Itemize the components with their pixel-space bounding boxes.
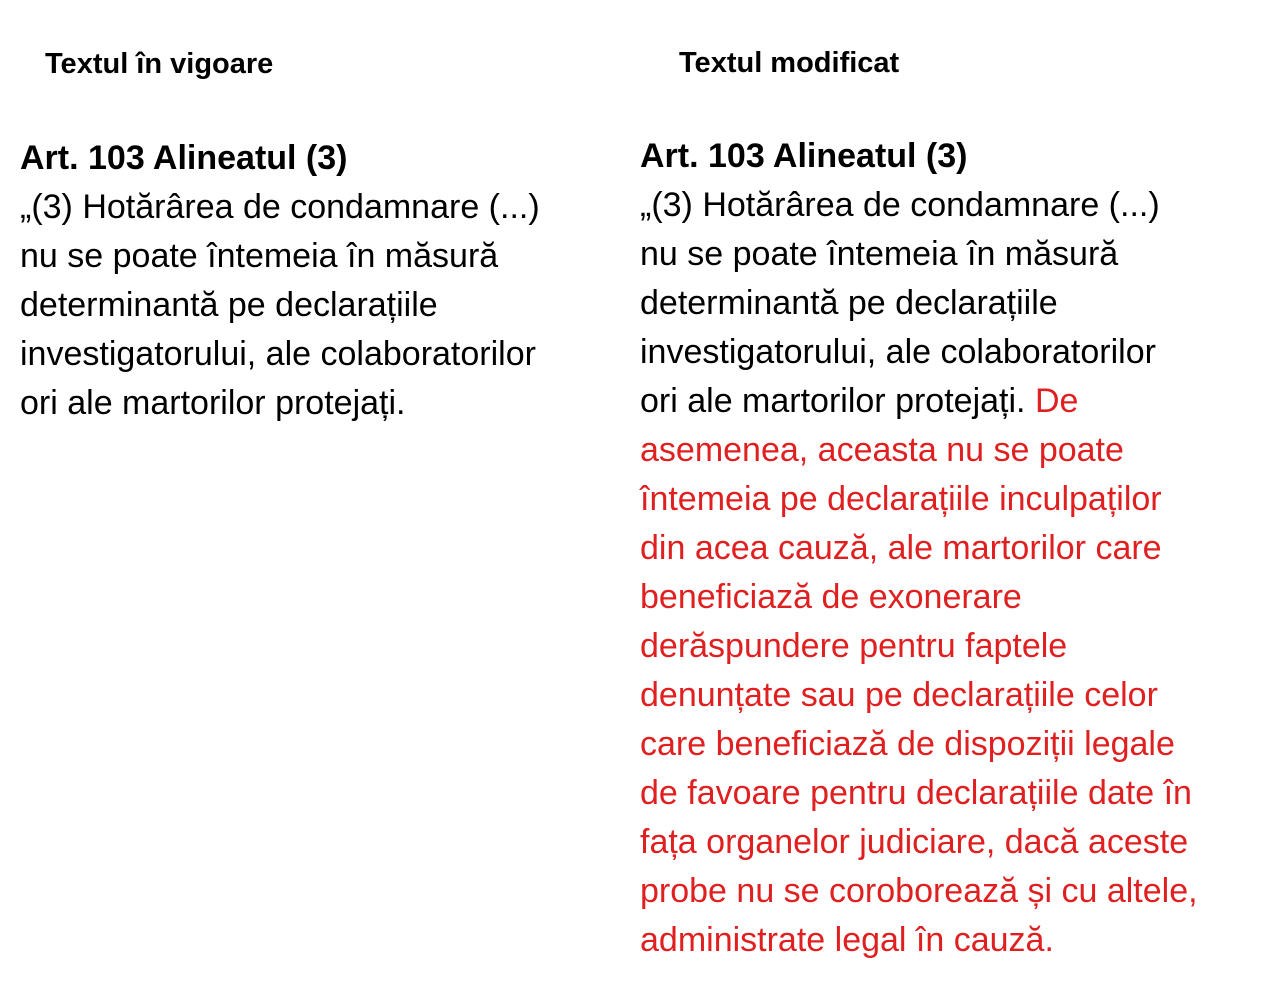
added-text-line: fața organelor judiciare, dacă aceste [640,823,1189,861]
current-text-line: investigatorului, ale colaboratorilor [20,335,536,373]
modified-article-body [640,181,1252,965]
added-text-line: probe nu se coroborează și cu altele, [640,872,1198,910]
modified-original-fragment: ori ale martorilor protejați. [640,382,1026,420]
current-article-title: Art. 103 Alineatul (3) [20,139,348,177]
modified-text-line: determinantă pe declarațiile [640,284,1058,322]
added-text-line: derăspundere pentru faptele [640,627,1068,665]
modified-text-column [640,132,1252,965]
added-text-line: beneficiază de exonerare [640,578,1022,616]
added-text-line: întemeia pe declarațiile inculpaților [640,480,1162,518]
current-text-line: ori ale martorilor protejați. [20,384,406,422]
added-text-fragment: De [1034,382,1079,420]
modified-text-line: investigatorului, ale colaboratorilor [640,333,1156,371]
modified-mixed-line [640,377,1252,426]
current-text-heading: Textul în vigoare [45,48,274,80]
modified-text-heading: Textul modificat [679,47,900,79]
added-text-line: denunțate sau pe declarațiile celor [640,676,1158,714]
added-text-line: care beneficiază de dispoziții legale [640,725,1175,763]
added-text-line: asemenea, aceasta nu se poate [640,431,1124,469]
current-article-body [20,183,610,428]
added-text-line: din acea cauză, ale martorilor care [640,529,1162,567]
modified-text-line: nu se poate întemeia în măsură [640,235,1119,273]
current-text-line: determinantă pe declarațiile [20,286,438,324]
current-text-column [20,134,610,428]
current-text-line: „(3) Hotărârea de condamnare (...) [20,188,540,226]
modified-text-line: „(3) Hotărârea de condamnare (...) [640,186,1160,224]
added-text-line: de favoare pentru declarațiile date în [640,774,1192,812]
modified-article-title: Art. 103 Alineatul (3) [640,137,968,175]
current-text-line: nu se poate întemeia în măsură [20,237,499,275]
added-text-line: administrate legal în cauză. [640,921,1054,959]
